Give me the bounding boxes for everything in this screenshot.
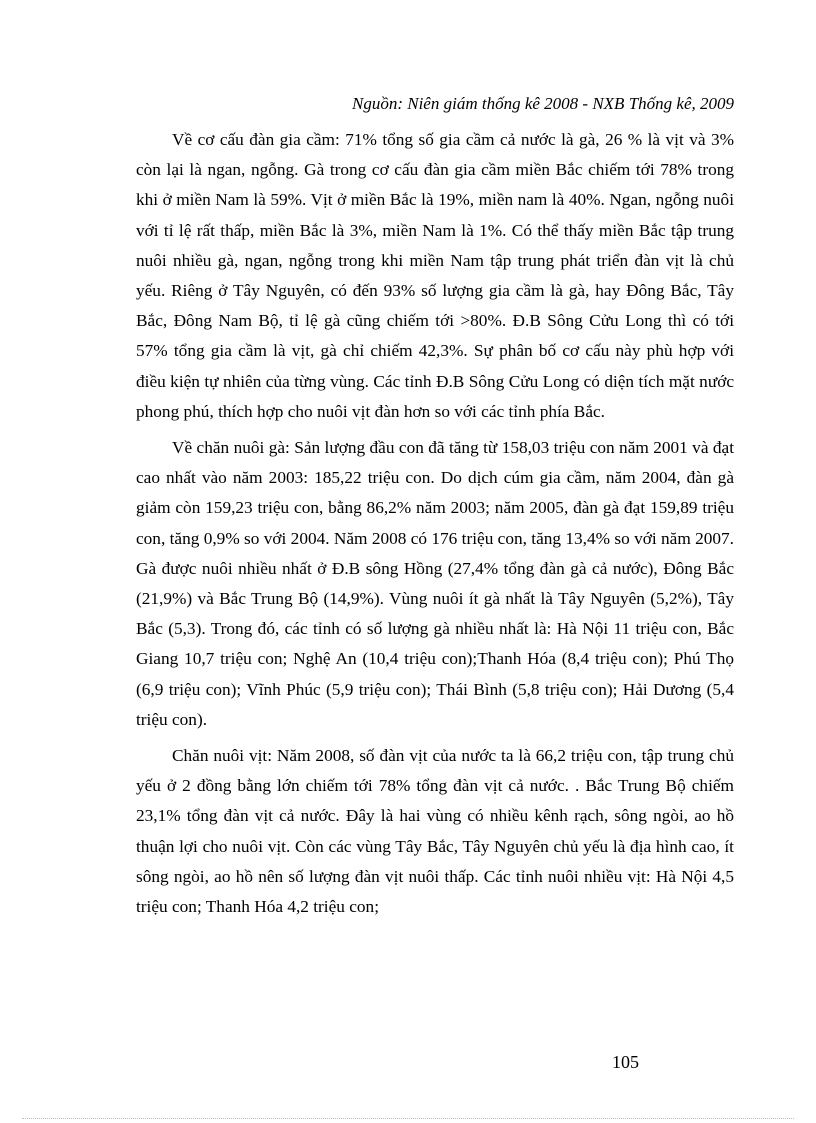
body-text — [136, 125, 734, 928]
paragraph-chicken-farming: Về chăn nuôi gà: Sản lượng đầu con đã tăng từ 158,03 triệu con năm 2001 và đạt cao nhất vào năm 2003: 185,22 triệu con. Do dịch cúm gia cầm, năm 2004, đàn gà giảm còn 159,23 triệu con, bằng 86,2% năm 2003; năm 2005, đàn gà đạt 159,89 triệu con, tăng 0,9% so với 2004. Năm 2008 có 176 triệu con, tăng 13,4% so với năm 2007. Gà được nuôi nhiều nhất ở Đ.B sông Hồng (27,4% tổng đàn gà cả nước), Đông Bắc (21,9%) và Bắc Trung Bộ (14,9%). Vùng nuôi ít gà nhất là Tây Nguyên (5,2%), Tây Bắc (5,3). Trong đó, các tỉnh có số lượng gà nhiều nhất là: Hà Nội 11 triệu con, Bắc Giang 10,7 triệu con; Nghệ An (10,4 triệu con);Thanh Hóa (8,4 triệu con); Phú Thọ (6,9 triệu con); Vĩnh Phúc (5,9 triệu con); Thái Bình (5,8 triệu con); Hải Dương (5,4 triệu con). — [136, 438, 734, 729]
page-number: 105 — [612, 1052, 639, 1072]
source-citation: Nguồn: Niên giám thống kê 2008 - NXB Thống kê, 2009 — [352, 94, 734, 113]
paragraph-poultry-structure: Về cơ cấu đàn gia cầm: 71% tổng số gia cầm cả nước là gà, 26 % là vịt và 3% còn lại là ngan, ngỗng. Gà trong cơ cấu đàn gia cầm miền Bắc chiếm tới 78% trong khi ở miền Nam là 59%. Vịt ở miền Bắc là 19%, miền nam là 40%. Ngan, ngỗng nuôi với tỉ lệ rất thấp, miền Bắc là 3%, miền Nam là 1%. Có thể thấy miền Bắc tập trung nuôi nhiều gà, ngan, ngỗng trong khi miền Nam tập trung phát triển đàn vịt là chủ yếu. Riêng ở Tây Nguyên, có đến 93% số lượng gia cầm là gà, hay Đông Bắc, Tây Bắc, Đông Nam Bộ, tỉ lệ gà cũng chiếm tới >80%. Đ.B Sông Cửu Long thì có tới 57% tổng gia cầm là vịt, gà chỉ chiếm 42,3%. Sự phân bố cơ cấu này phù hợp với điều kiện tự nhiên của từng vùng. Các tỉnh Đ.B Sông Cửu Long có diện tích mặt nước phong phú, thích hợp cho nuôi vịt đàn hơn so với các tỉnh phía Bắc. — [136, 130, 734, 421]
footer-divider — [22, 1118, 794, 1119]
paragraph-duck-farming: Chăn nuôi vịt: Năm 2008, số đàn vịt của nước ta là 66,2 triệu con, tập trung chủ yếu ở 2 đồng bằng lớn chiếm tới 78% tổng đàn vịt cả nước. . Bắc Trung Bộ chiếm 23,1% tổng đàn vịt cả nước. Đây là hai vùng có nhiều kênh rạch, sông ngòi, ao hồ thuận lợi cho nuôi vịt. Còn các vùng Tây Bắc, Tây Nguyên chủ yếu là địa hình cao, ít sông ngòi, ao hồ nên số lượng đàn vịt nuôi thấp. Các tỉnh nuôi nhiều vịt: Hà Nội 4,5 triệu con; Thanh Hóa 4,2 triệu con; — [136, 746, 734, 917]
